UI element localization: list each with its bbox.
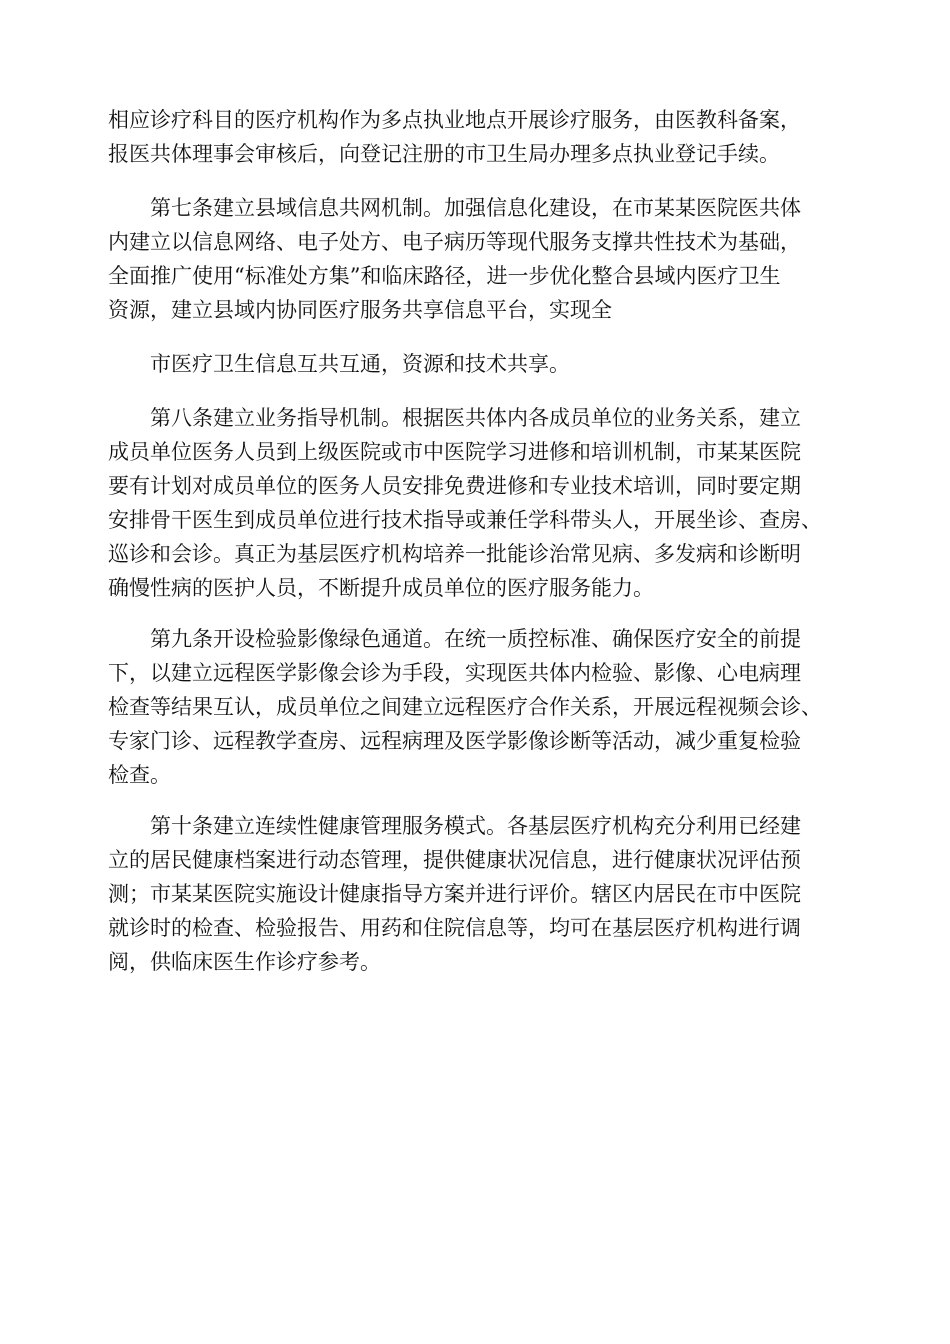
- text-line: 市医疗卫生信息互共互通，资源和技术共享。: [150, 352, 570, 376]
- paragraph-continuation: [108, 103, 848, 171]
- text-line: 第八条建立业务指导机制。根据医共体内各成员单位的业务关系，建立: [150, 406, 801, 430]
- text-line: 成员单位医务人员到上级医院或市中医院学习进修和培训机制，市某某医院: [108, 440, 801, 464]
- text-line: 第九条开设检验影像绿色通道。在统一质控标准、确保医疗安全的前提: [150, 627, 801, 651]
- text-line: 巡诊和会诊。真正为基层医疗机构培养一批能诊治常见病、多发病和诊断明: [108, 542, 801, 566]
- text-line: 就诊时的检查、检验报告、用药和住院信息等，均可在基层医疗机构进行调: [108, 916, 801, 940]
- paragraph-article-10: [108, 809, 848, 979]
- text-line: 测；市某某医院实施设计健康指导方案并进行评价。辖区内居民在市中医院: [108, 882, 801, 906]
- text-line: 专家门诊、远程教学查房、远程病理及医学影像诊断等活动，减少重复检验: [108, 729, 801, 753]
- paragraph-article-8: [108, 401, 848, 605]
- text-line: 内建立以信息网络、电子处方、电子病历等现代服务支撑共性技术为基础，: [108, 230, 801, 254]
- text-line: 检查等结果互认，成员单位之间建立远程医疗合作关系，开展远程视频会诊、: [108, 695, 822, 719]
- text-line: 安排骨干医生到成员单位进行技术指导或兼任学科带头人，开展坐诊、查房、: [108, 508, 822, 532]
- text-line: 报医共体理事会审核后，向登记注册的市卫生局办理多点执业登记手续。: [108, 142, 780, 166]
- text-line: 确慢性病的医护人员，不断提升成员单位的医疗服务能力。: [108, 576, 654, 600]
- text-line: 阅，供临床医生作诊疗参考。: [108, 950, 381, 974]
- text-line: 立的居民健康档案进行动态管理，提供健康状况信息，进行健康状况评估预: [108, 848, 801, 872]
- text-line: 检查。: [108, 763, 171, 787]
- text-line: 相应诊疗科目的医疗机构作为多点执业地点开展诊疗服务，由医教科备案，: [108, 108, 801, 132]
- paragraph-article-9: [108, 622, 848, 792]
- text-line: 要有计划对成员单位的医务人员安排免费进修和专业技术培训，同时要定期: [108, 474, 801, 498]
- text-line: 下，以建立远程医学影像会诊为手段，实现医共体内检验、影像、心电病理: [108, 661, 801, 685]
- text-line: 第七条建立县域信息共网机制。加强信息化建设，在市某某医院医共体: [150, 196, 801, 220]
- paragraph-article-7-continuation: [108, 347, 848, 381]
- text-line: 第十条建立连续性健康管理服务模式。各基层医疗机构充分利用已经建: [150, 814, 801, 838]
- text-line: 资源，建立县域内协同医疗服务共享信息平台，实现全: [108, 298, 612, 322]
- paragraph-article-7: [108, 191, 848, 327]
- document-body: [108, 103, 848, 979]
- text-line: 全面推广使用“标准处方集”和临床路径，进一步优化整合县域内医疗卫生: [108, 264, 781, 288]
